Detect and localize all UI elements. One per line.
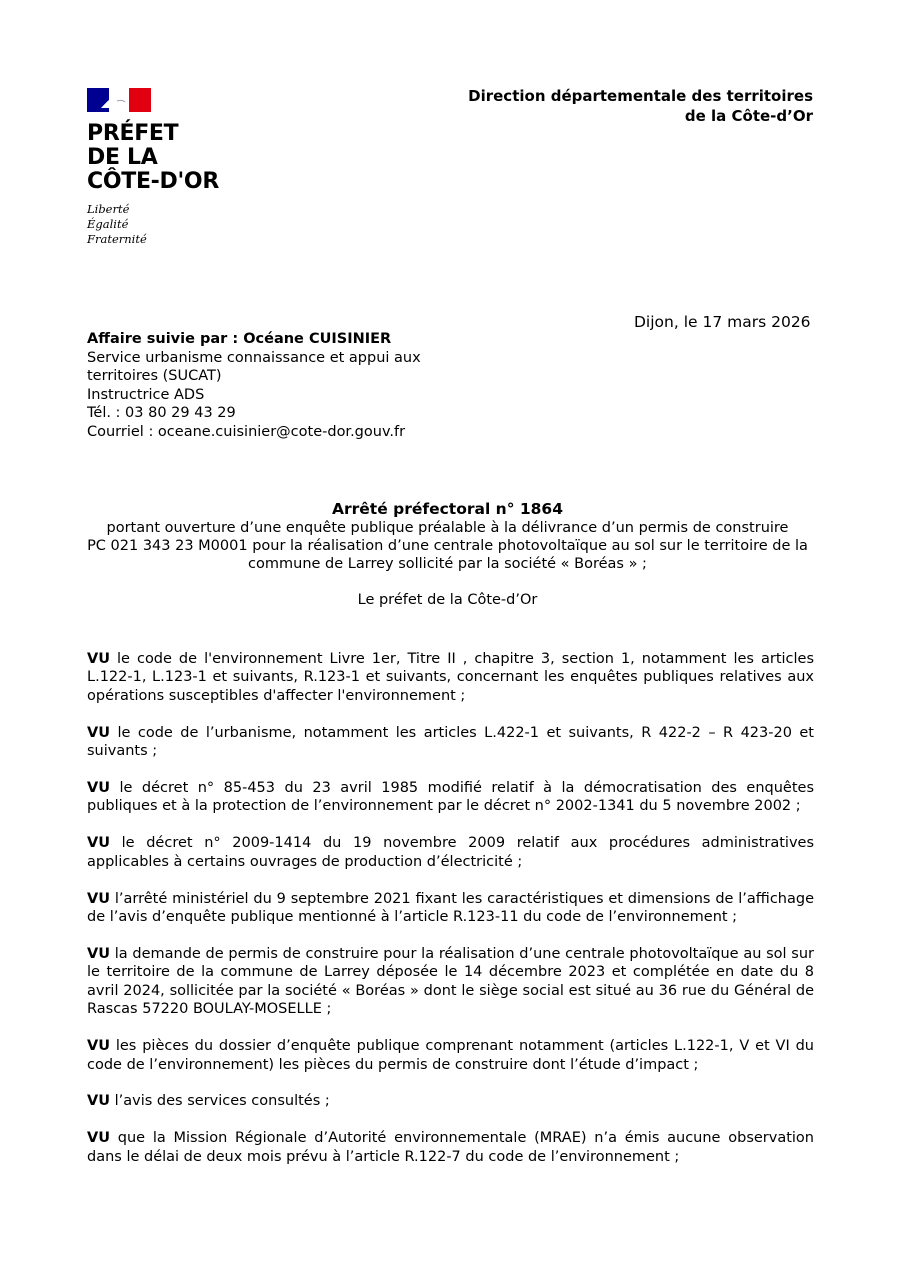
vu-text: les pièces du dossier d’enquête publique comprenant notamment (articles L.122-1, V et VI du code de l’environnement) les pièces du permis de construire dont l’étude d’impact ; xyxy=(87,1038,814,1073)
contact-block xyxy=(87,330,467,442)
vu-keyword: VU xyxy=(87,651,110,667)
vu-keyword: VU xyxy=(87,780,110,797)
direction-line: de la Côte-d’Or xyxy=(684,107,813,125)
contact-service: Service urbanisme connaissance et appui aux xyxy=(87,349,421,366)
vu-text: le code de l'environnement Livre 1er, Titre II , chapitre 3, section 1, notamment les articles L.122-1, L.123-1 et suivants, R.123-1 et suivants, concernant les enquêtes publiques relatives aux opérations susceptibles d'affecter l'environnement ; xyxy=(87,651,815,704)
vu-keyword: VU xyxy=(87,1038,110,1055)
issuing-direction xyxy=(393,86,813,126)
vu-text: la demande de permis de construire pour la réalisation d’une centrale photovoltaïque au sol sur le territoire de la commune de Larrey déposée le 14 décembre 2023 et complétée en date du 8 avril 2024, sollicitée par la société « Boréas » dont le siège social est situé au 36 rue du Général de Rascas 57220 BOULAY-MOSELLE ; xyxy=(87,945,815,1018)
vu-item xyxy=(87,650,814,705)
prefecture-logo-block xyxy=(87,88,287,247)
vu-item xyxy=(87,1092,814,1110)
vu-item xyxy=(87,1037,814,1074)
motto-line: Égalité xyxy=(87,217,129,231)
prefecture-name xyxy=(87,122,287,194)
vu-text: le décret n° 2009-1414 du 19 novembre 2009 relatif aux procédures administratives applicables à certains ouvrages de production d’électricité ; xyxy=(87,835,814,870)
vu-text: le décret n° 85-453 du 23 avril 1985 modifié relatif à la démocratisation des enquêtes publiques et à la protection de l’environnement par le décret n° 2002-1341 du 5 novembre 2002 ; xyxy=(87,780,814,815)
document-date: Dijon, le 17 mars 2026 xyxy=(634,313,811,331)
prefet-line: Le préfet de la Côte-d’Or xyxy=(357,592,538,608)
vu-item xyxy=(87,945,814,1019)
contact-service: territoires (SUCAT) xyxy=(87,368,222,385)
contact-label: Affaire suivie par : Océane CUISINIER xyxy=(87,331,392,347)
vu-keyword: VU xyxy=(87,724,110,741)
vu-text: que la Mission Régionale d’Autorité environnementale (MRAE) n’a émis aucune observation dans le délai de deux mois prévu à l’article R.122-7 du code de l’environnement ; xyxy=(87,1130,814,1165)
vu-text: le code de l’urbanisme, notamment les articles L.422-1 et suivants, R 422-2 – R 423-20 et suivants ; xyxy=(87,724,814,760)
prefecture-name-line: CÔTE-D'OR xyxy=(87,169,219,194)
vu-keyword: VU xyxy=(87,835,110,852)
vu-keyword: VU xyxy=(87,890,110,907)
republic-motto xyxy=(87,202,287,247)
prefecture-name-line: PRÉFET xyxy=(87,121,179,146)
prefecture-name-line: DE LA xyxy=(87,145,158,170)
vu-item xyxy=(87,890,814,927)
decree-title: Arrêté préfectoral n° 1864 xyxy=(331,500,563,518)
decree-subtitle-line: portant ouverture d’une enquête publique préalable à la délivrance d’un permis de construire xyxy=(106,520,789,536)
vu-list xyxy=(87,650,814,1185)
decree-heading xyxy=(60,500,835,609)
vu-item xyxy=(87,834,814,871)
marianne-flag-icon xyxy=(87,88,151,112)
motto-line: Fraternité xyxy=(87,232,147,246)
motto-line: Liberté xyxy=(87,202,130,216)
contact-phone: Tél. : 03 80 29 43 29 xyxy=(87,405,236,422)
vu-item xyxy=(87,1129,814,1166)
vu-item xyxy=(87,724,814,761)
vu-keyword: VU xyxy=(87,1093,110,1110)
decree-subtitle-line: PC 021 343 23 M0001 pour la réalisation d’une centrale photovoltaïque au sol sur le territoire de la xyxy=(87,538,808,554)
contact-email: Courriel : oceane.cuisinier@cote-dor.gouv.fr xyxy=(87,423,406,440)
vu-text: l’avis des services consultés ; xyxy=(114,1093,330,1110)
vu-item xyxy=(87,779,814,816)
direction-line: Direction départementale des territoires xyxy=(468,87,813,105)
vu-text: l’arrêté ministériel du 9 septembre 2021 fixant les caractéristiques et dimensions de l’affichage de l’avis d’enquête publique mentionné à l’article R.123-11 du code de l’environnement ; xyxy=(87,890,814,926)
vu-keyword: VU xyxy=(87,1130,110,1147)
contact-role: Instructrice ADS xyxy=(87,386,205,403)
vu-keyword: VU xyxy=(87,945,110,962)
decree-subtitle-line: commune de Larrey sollicité par la société « Boréas » ; xyxy=(248,556,647,572)
